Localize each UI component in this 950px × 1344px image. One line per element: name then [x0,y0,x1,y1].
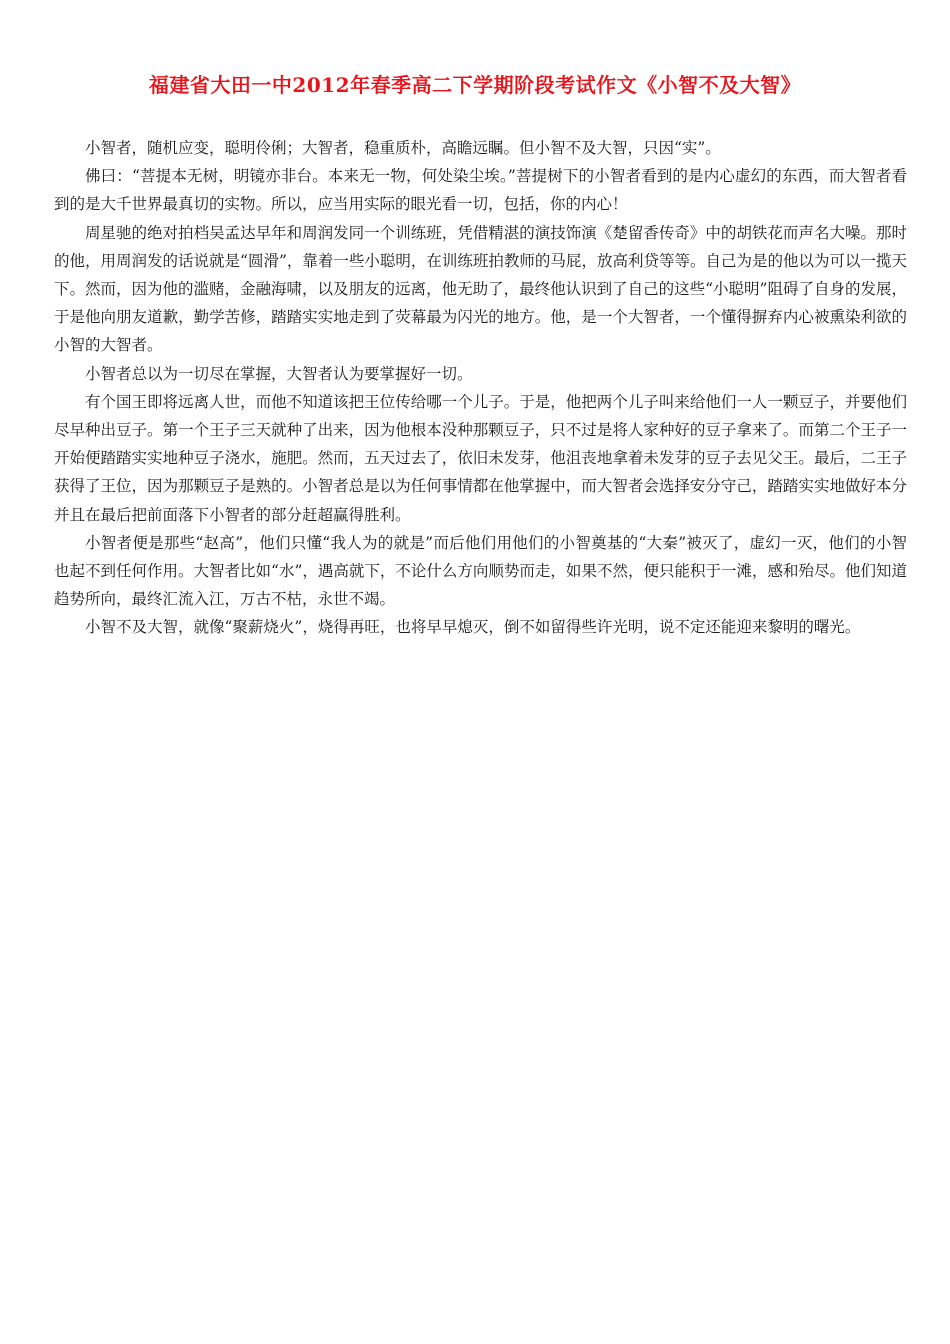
paragraph: 佛曰：“菩提本无树，明镜亦非台。本来无一物，何处染尘埃。”菩提树下的小智者看到的是内心虚幻的东西，而大智者看到的是大千世界最真切的实物。所以，应当用实际的眼光看一切，包括，你的内心！ [54,167,907,214]
document-title: 福建省大田一中2012年春季高二下学期阶段考试作文《小智不及大智》 [148,73,802,97]
paragraph: 小智不及大智，就像“聚薪烧火”，烧得再旺，也将早早熄灭，倒不如留得些许光明，说不定还能迎来黎明的曙光。 [85,618,861,637]
document-body [54,134,907,642]
paragraph: 小智者总以为一切尽在掌握，大智者认为要掌握好一切。 [85,364,473,383]
paragraph: 有个国王即将远离人世，而他不知道该把王位传给哪一个儿子。于是，他把两个儿子叫来给他们一人一颗豆子，并要他们尽早种出豆子。第一个王子三天就种了出来，因为他根本没种那颗豆子，只不过是将人家种好的豆子拿来了。而第二个王子一开始便踏踏实实地种豆子浇水，施肥。然而，五天过去了，依旧未发芽，他沮丧地拿着未发芽的豆子去见父王。最后，二王子获得了王位，因为那颗豆子是熟的。小智者总是以为任何事情都在他掌握中，而大智者会选择安分守己，踏踏实实地做好本分并且在最后把前面落下小智者的部分赶超赢得胜利。 [54,392,907,524]
paragraph: 小智者便是那些“赵高”，他们只懂“我人为的就是”而后他们用他们的小智奠基的“大秦”被灭了，虚幻一灭，他们的小智也起不到任何作用。大智者比如“水”，遇高就下，不论什么方向顺势而走，如果不然，便只能积于一滩，感和殆尽。他们知道趋势所向，最终汇流入江，万古不枯，永世不竭。 [54,533,907,609]
paragraph: 小智者，随机应变，聪明伶俐；大智者，稳重质朴，高瞻远瞩。但小智不及大智，只因“实”。 [85,139,721,157]
paragraph: 周星驰的绝对拍档吴孟达早年和周润发同一个训练班，凭借精湛的演技饰演《楚留香传奇》中的胡铁花而声名大噪。那时的他，用周润发的话说就是“圆滑”，靠着一些小聪明，在训练班拍教师的马屁，放高利贷等等。自己为是的他以为可以一揽天下。然而，因为他的滥赌，金融海啸，以及朋友的远离，他无助了，最终他认识到了自己的这些“小聪明”阻碍了自身的发展，于是他向朋友道歉，勤学苦修，踏踏实实地走到了荧幕最为闪光的地方。他，是一个大智者，一个懂得摒弃内心被熏染利欲的小智的大智者。 [54,223,907,355]
